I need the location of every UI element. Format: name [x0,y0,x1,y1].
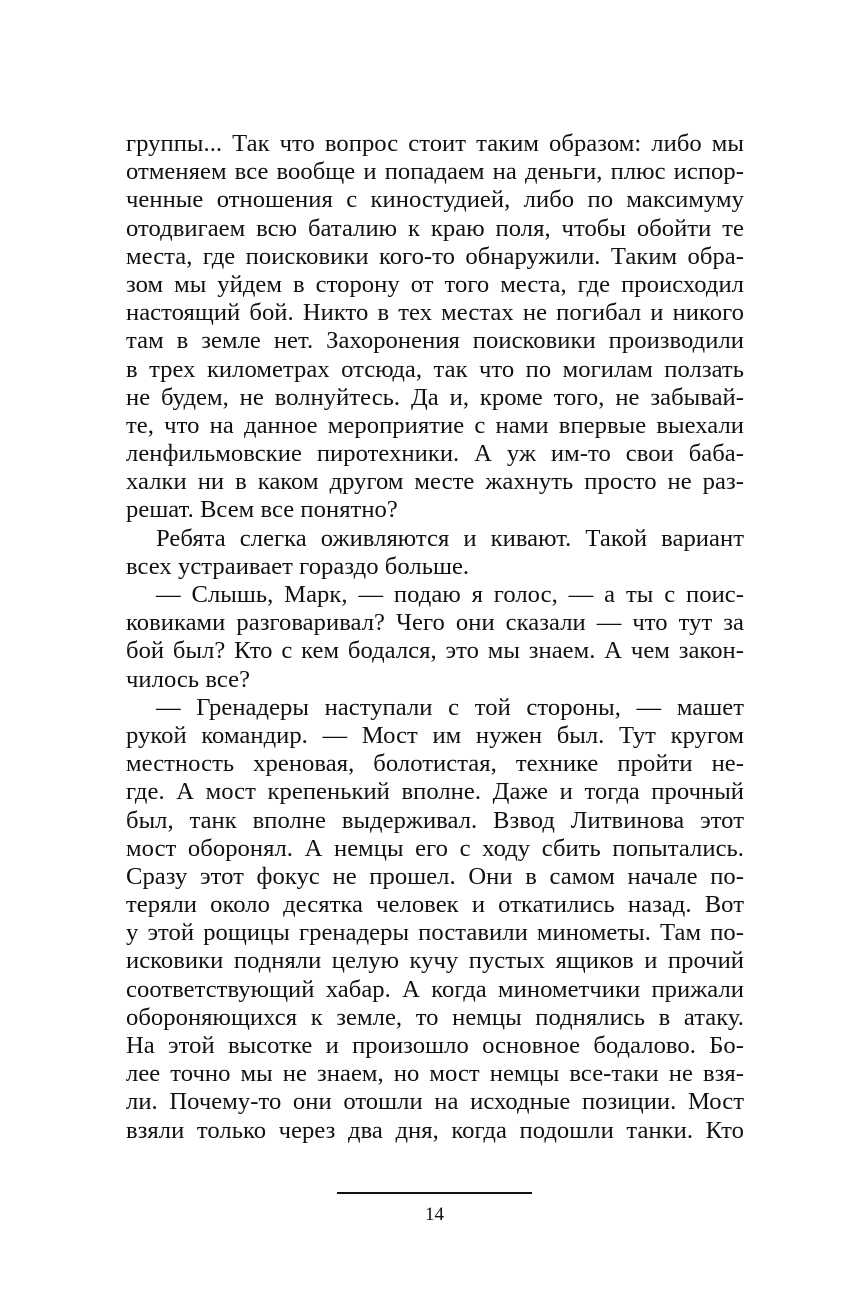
text-line: халки ни в каком другом месте жахнуть просто не раз- [126,468,744,496]
text-line: ченные отношения с киностудией, либо по максимуму [126,186,744,214]
text-line: зом мы уйдем в сторону от того места, где происходил [126,270,744,298]
text-line: обороняющихся к земле, то немцы поднялись в атаку. [126,1003,744,1031]
text-line: исковики подняли целую кучу пустых ящиков и прочий [126,947,744,975]
text-line: где. А мост крепенький вполне. Даже и тогда прочный [126,778,744,806]
text-line: там в земле нет. Захоронения поисковики производили [126,327,744,355]
text-line: решат. Всем все понятно? [126,496,398,524]
text-line: отодвигаем всю баталию к краю поля, чтобы обойти те [126,214,744,242]
text-line: — Слышь, Марк, — подаю я голос, — а ты с поис- [156,581,744,608]
text-line: — Гренадеры наступали с той стороны, — машет [156,693,744,721]
text-line: был, танк вполне выдерживал. Взвод Литвинова этот [126,806,744,834]
text-line: чилось все? [126,665,251,693]
text-line: взяли только через два дня, когда подошли танки. Кто [126,1116,744,1144]
text-line: места, где поисковики кого-то обнаружили. Таким обра- [126,242,744,270]
text-line: ленфильмовские пиротехники. А уж им-то свои баба- [126,440,744,468]
text-line: группы... Так что вопрос стоит таким образом: либо мы [126,130,744,157]
text-line: ковиками разговаривал? Чего они сказали — что тут за [126,609,744,637]
page-number: 14 [425,1204,444,1225]
text-line: Сразу этот фокус не прошел. Они в самом начале по- [126,862,744,890]
text-line: лее точно мы не знаем, но мост немцы все-таки не взя- [126,1060,744,1088]
text-line: мост оборонял. А немцы его с ходу сбить попытались. [126,834,744,862]
text-line: ли. Почему-то они отошли на исходные позиции. Мост [126,1088,744,1116]
text-line: Ребята слегка оживляются и кивают. Такой вариант [156,524,744,552]
text-line: у этой рощицы гренадеры поставили минометы. Там по- [126,919,744,947]
page-body-text [126,130,744,1145]
text-line: бой был? Кто с кем бодался, это мы знаем. А чем закон- [126,637,744,665]
text-line: теряли около десятка человек и откатились назад. Вот [126,891,744,919]
text-line: местность хреновая, болотистая, технике пройти не- [126,750,744,778]
text-line: не будем, не волнуйтесь. Да и, кроме того, не забывай- [126,383,744,411]
text-line: отменяем все вообще и попадаем на деньги, плюс испор- [126,158,744,186]
text-line: На этой высотке и произошло основное бодалово. Бо- [126,1032,744,1059]
text-line: соответствующий хабар. А когда минометчики прижали [126,975,744,1003]
text-line: те, что на данное мероприятие с нами впервые выехали [126,411,744,439]
text-line: рукой командир. — Мост им нужен был. Тут кругом [126,721,744,749]
footer-divider [337,1192,532,1194]
text-line: всех устраивает гораздо больше. [126,552,470,580]
text-line: в трех километрах отсюда, так что по могилам ползать [126,355,744,383]
text-line: настоящий бой. Никто в тех местах не погибал и никого [126,299,744,327]
